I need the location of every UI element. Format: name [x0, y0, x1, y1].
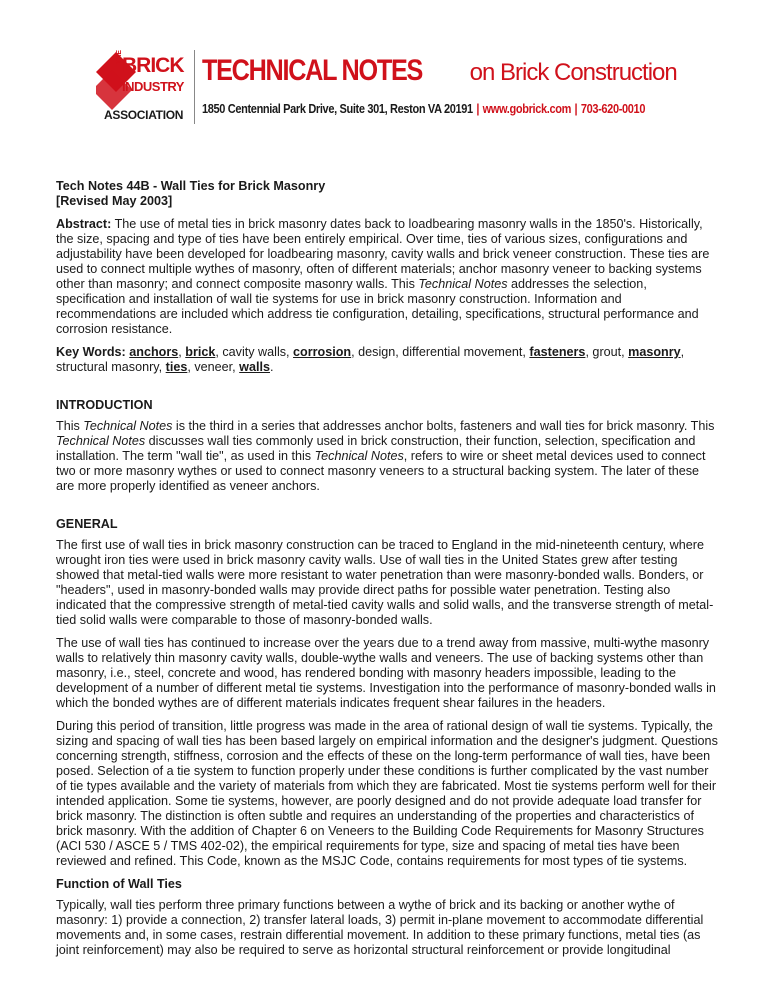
- logo-divider: [194, 50, 195, 124]
- introduction-paragraph: [56, 419, 718, 494]
- keywords-text: , veneer,: [187, 360, 240, 374]
- keywords-text: , cavity walls,: [215, 345, 294, 359]
- contact-line: [202, 102, 645, 116]
- logo-the-text: THE: [116, 50, 123, 64]
- keyword-link-fasteners[interactable]: fasteners: [529, 345, 586, 359]
- keyword-link-anchors[interactable]: anchors: [129, 345, 179, 359]
- body-text: discusses wall ties commonly used in brick construction, their function, selection, specification and installation. The term "wall tie", as used in this: [56, 434, 696, 463]
- document-title-block: [56, 179, 718, 209]
- keyword-link-ties[interactable]: ties: [165, 360, 188, 374]
- logo-brick-text: BRICK: [122, 54, 184, 77]
- section-heading-introduction: INTRODUCTION: [56, 398, 153, 412]
- publication-title: [202, 56, 677, 91]
- body-text: This: [56, 419, 84, 433]
- keywords-label: Key Words:: [56, 345, 126, 359]
- separator: |: [574, 102, 578, 116]
- abstract-text: addresses the selection, specification and installation of wall tie systems for use in brick masonry construction. Information and recommendations are included which address tie configuration, detailing, specifications, structural performance and corrosion resistance.: [56, 277, 699, 336]
- keywords-text: .: [269, 360, 274, 374]
- body-text: is the third in a series that addresses anchor bolts, fasteners and wall ties for brick masonry. This: [172, 419, 715, 433]
- keywords-paragraph: [56, 345, 718, 375]
- abstract-label: Abstract:: [56, 217, 112, 231]
- publication-title-rest: on Brick Construction: [463, 59, 677, 86]
- section-heading-general: GENERAL: [56, 517, 118, 531]
- keywords-text: , design, differential movement,: [351, 345, 530, 359]
- address: 1850 Centennial Park Drive, Suite 301, Reston VA 20191: [202, 102, 473, 116]
- keywords-text: , grout,: [585, 345, 629, 359]
- general-paragraph-2: The use of wall ties has continued to increase over the years due to a trend away from massive, multi-wythe masonry walls to relatively thin masonry cavity walls, double-wythe walls and veneers. The use of backing systems other than masonry, i.e., steel, concrete and wood, has rendered bonding with masonry headers impossible, leading to the development of a number of different metal tie systems. Investigation into the performance of masonry-bonded walls in which the bonded wythes are of different materials indicates frequent shear failures in the headers.: [56, 636, 716, 710]
- abstract-emphasis: Technical Notes: [418, 277, 508, 291]
- emphasis-text: Technical Notes: [314, 449, 404, 463]
- abstract-text: The use of metal ties in brick masonry dates back to loadbearing masonry walls in the 1850's. Historically, the size, spacing and type of ties have been entirely empirical. Over time, ties of various sizes, configurations and adjustability have been developed for loadbearing masonry, cavity walls and brick veneer construction. These ties are used to connect multiple wythes of masonry, often of different materials; anchor masonry veneer to backing systems other than masonry; and connect composite masonry walls. This: [56, 217, 710, 291]
- keyword-link-brick[interactable]: brick: [185, 345, 216, 359]
- general-paragraph-3: During this period of transition, little progress was made in the area of rational design of wall tie systems. Typically, the sizing and spacing of wall ties has been based largely on empirical information and the designer's judgment. Questions concerning strength, stiffness, corrosion and the effects of these on the long-term performance of wall ties, have been posed. Selection of a tie system to function properly under these conditions is further complicated by the vast number of tie types available and the variety of materials from which they are fabricated. Most tie systems perform well for their intended application. Some tie systems, however, are poorly designed and do not provide adequate load transfer for brick masonry. The distinction is often subtle and requires an understanding of the properties and characteristics of brick masonry. With the addition of Chapter 6 on Veneers to the Building Code Requirements for Masonry Structures (ACI 530 / ASCE 5 / TMS 402-02), the empirical requirements for type, size and spacing of metal ties have been reviewed and refined. This Code, known as the MSJC Code, contains requirements for most types of tie systems.: [56, 719, 718, 868]
- body-text: , refers to wire or sheet metal devices used to connect two or more masonry wythes or used to connect masonry veneers to a structural backing system. The later of these are more properly identified as veneer anchors.: [56, 449, 706, 493]
- logo-industry-text: INDUSTRY: [122, 79, 184, 94]
- keywords-text: , structural masonry,: [56, 345, 685, 374]
- keyword-link-masonry[interactable]: masonry: [628, 345, 681, 359]
- logo-association-text: ASSOCIATION: [104, 108, 184, 122]
- keyword-link-corrosion[interactable]: corrosion: [293, 345, 352, 359]
- separator: |: [476, 102, 480, 116]
- general-paragraph-1: The first use of wall ties in brick masonry construction can be traced to England in the mid-nineteenth century, where wrought iron ties were used in brick masonry cavity walls. Use of wall ties in the United States grew after testing showed that metal-tied walls were more resistant to water penetration than were masonry-bonded walls. Bonders, or "headers", used in masonry-bonded walls may provide direct paths for possible water penetration. Testing also indicated that the compressive strength of metal-tied cavity walls and solid walls, and the transverse strength of metal-tied solid walls were comparable to those of masonry-bonded walls.: [56, 538, 714, 627]
- document-revision: [Revised May 2003]: [56, 194, 173, 208]
- publication-title-main: TECHNICAL NOTES: [202, 54, 423, 87]
- phone-number: 703-620-0010: [580, 102, 646, 116]
- website-link[interactable]: www.gobrick.com: [482, 102, 572, 116]
- keyword-link-walls[interactable]: walls: [239, 360, 270, 374]
- letterhead: [96, 50, 696, 130]
- document-body: [56, 179, 718, 966]
- document-title: Tech Notes 44B - Wall Ties for Brick Masonry: [56, 179, 326, 193]
- abstract-paragraph: [56, 217, 718, 337]
- function-paragraph-1: Typically, wall ties perform three primary functions between a wythe of brick and its backing or another wythe of masonry: 1) provide a connection, 2) transfer lateral loads, 3) permit in-plane movement to accommodate differential movements and, in some cases, restrain differential movement. In addition to these primary functions, metal ties (as joint reinforcement) may also be required to serve as horizontal structural reinforcement or provide longitudinal: [56, 898, 704, 957]
- subheading-function-of-wall-ties: Function of Wall Ties: [56, 877, 182, 891]
- emphasis-text: Technical Notes: [56, 434, 146, 448]
- emphasis-text: Technical Notes: [83, 419, 173, 433]
- keywords-text: ,: [178, 345, 186, 359]
